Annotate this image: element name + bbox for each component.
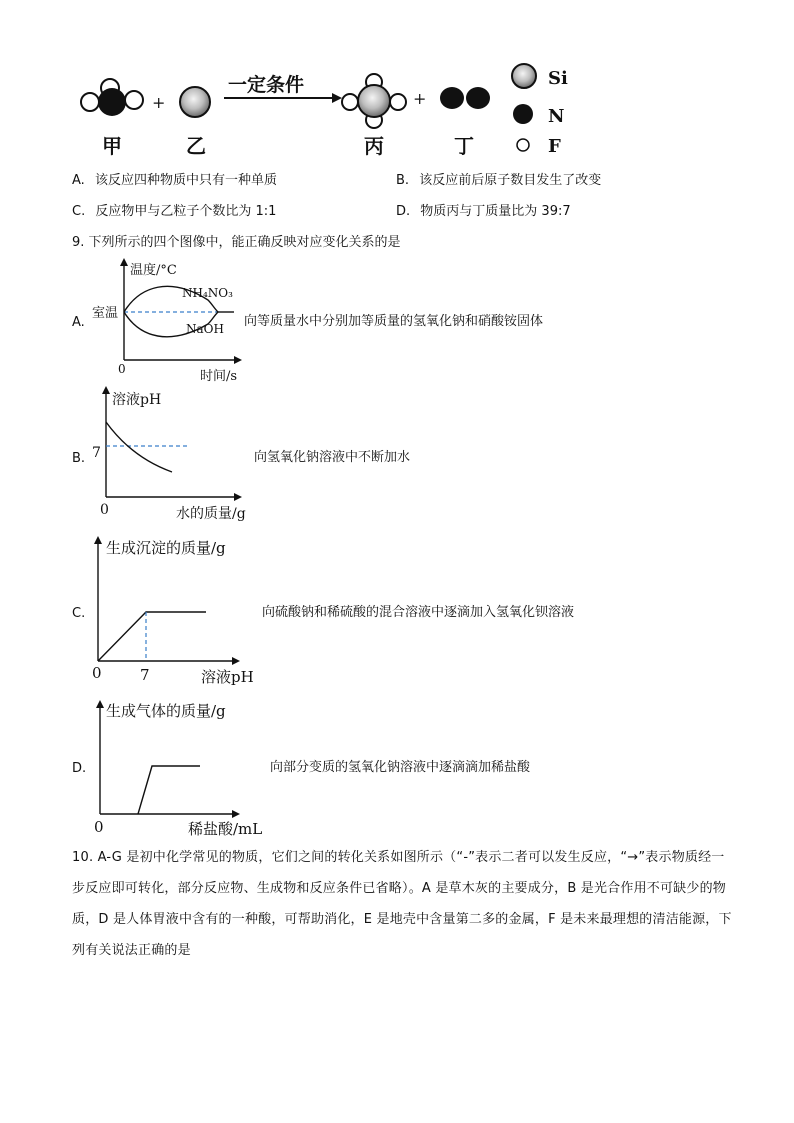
graph-c-x-tick: 7 (140, 666, 150, 684)
option-letter: C. (72, 204, 86, 219)
graph-d-origin: 0 (94, 818, 104, 836)
molecule-bing (342, 74, 406, 128)
q9-option-d-letter[interactable]: D. (72, 761, 87, 776)
q9-stem: 9. 下列所示的四个图像中，能正确反映对应变化关系的是 (72, 235, 401, 250)
graph-b-ref-label: 7 (92, 445, 101, 461)
graph-b-origin: 0 (100, 502, 109, 518)
option-text: 物质丙与丁质量比为 39:7 (420, 204, 571, 219)
option-text: 该反应前后原子数目发生了改变 (419, 173, 602, 188)
graph-c-ylabel: 生成沉淀的质量/g (106, 539, 226, 557)
molecule-ding (440, 87, 490, 109)
graph-a-lower-label: NaOH (186, 322, 224, 336)
molecule-jia (81, 79, 143, 116)
q8-option-a[interactable] (72, 172, 277, 190)
graph-d-ylabel: 生成气体的质量/g (106, 702, 226, 720)
reaction-diagram (70, 60, 590, 160)
graph-c-xlabel: 溶液pH (201, 668, 254, 686)
q10-stem: 10. A-G 是初中化学常见的物质，它们之间的转化关系如图所示（“-”表示二者可以发生反应，“→”表示物质经一步反应即可转化，部分反应物、生成物和反应条件已省略）。A 是草木灰的主要成分，B 是光合作用不可缺少的物质，D 是人体胃液中含有的一种酸，可帮助消化，E 是地壳中含量第二多的金属，F 是未来最理想的清洁能源，下列有关说法正确的是 (72, 850, 732, 958)
option-text: 反应物甲与乙粒子个数比为 1:1 (95, 204, 277, 219)
graph-a (90, 256, 250, 384)
graph-c-line (98, 612, 206, 661)
legend-f: F (548, 136, 561, 157)
plus-sign-2: + (413, 89, 427, 108)
option-letter: B. (396, 173, 410, 188)
graph-d (86, 696, 276, 840)
q9-option-c-letter[interactable]: C. (72, 606, 86, 621)
q9-option-b-text: 向氢氧化钠溶液中不断加水 (254, 450, 411, 465)
label-yi: 乙 (186, 134, 206, 158)
graph-b-ylabel: 溶液pH (112, 392, 162, 408)
graph-a-xlabel: 时间/s (200, 369, 238, 384)
q8-option-b[interactable] (396, 172, 601, 190)
q8-option-d[interactable] (396, 203, 571, 221)
graph-d-xlabel: 稀盐酸/mL (188, 820, 263, 838)
q8-option-c[interactable] (72, 203, 276, 221)
option-text: 该反应四种物质中只有一种单质 (94, 173, 277, 188)
legend-n: N (548, 106, 565, 127)
graph-b (88, 384, 268, 526)
graph-a-upper-label: NH₄NO₃ (182, 286, 233, 300)
graph-a-ref-label: 室温 (92, 306, 119, 321)
molecule-yi (180, 87, 210, 117)
label-bing: 丙 (364, 134, 384, 158)
label-jia: 甲 (102, 134, 122, 158)
q9-option-d-text: 向部分变质的氢氧化钠溶液中逐滴滴加稀盐酸 (270, 760, 531, 775)
option-letter: A. (72, 173, 85, 188)
legend-si: Si (548, 68, 568, 89)
option-letter: D. (396, 204, 411, 219)
graph-c-origin: 0 (92, 664, 102, 682)
graph-a-ylabel: 温度/°C (130, 263, 177, 278)
graph-b-curve (106, 422, 172, 472)
label-ding: 丁 (454, 134, 474, 158)
q9-option-a-text: 向等质量水中分别加等质量的氢氧化钠和硝酸铵固体 (244, 314, 544, 329)
plus-sign-1: + (152, 93, 166, 112)
q9-option-b-letter[interactable]: B. (72, 451, 86, 466)
reaction-svg (70, 60, 590, 160)
graph-d-line (138, 766, 200, 814)
graph-b-xlabel: 水的质量/g (176, 506, 246, 522)
q9-option-c-text: 向硫酸钠和稀硫酸的混合溶液中逐滴加入氢氧化钡溶液 (262, 605, 575, 620)
atom-legend (512, 64, 568, 157)
graph-a-origin: 0 (118, 362, 126, 376)
graph-c (86, 530, 276, 692)
q9-option-a-letter[interactable]: A. (72, 315, 85, 330)
reaction-condition: 一定条件 (228, 74, 305, 96)
